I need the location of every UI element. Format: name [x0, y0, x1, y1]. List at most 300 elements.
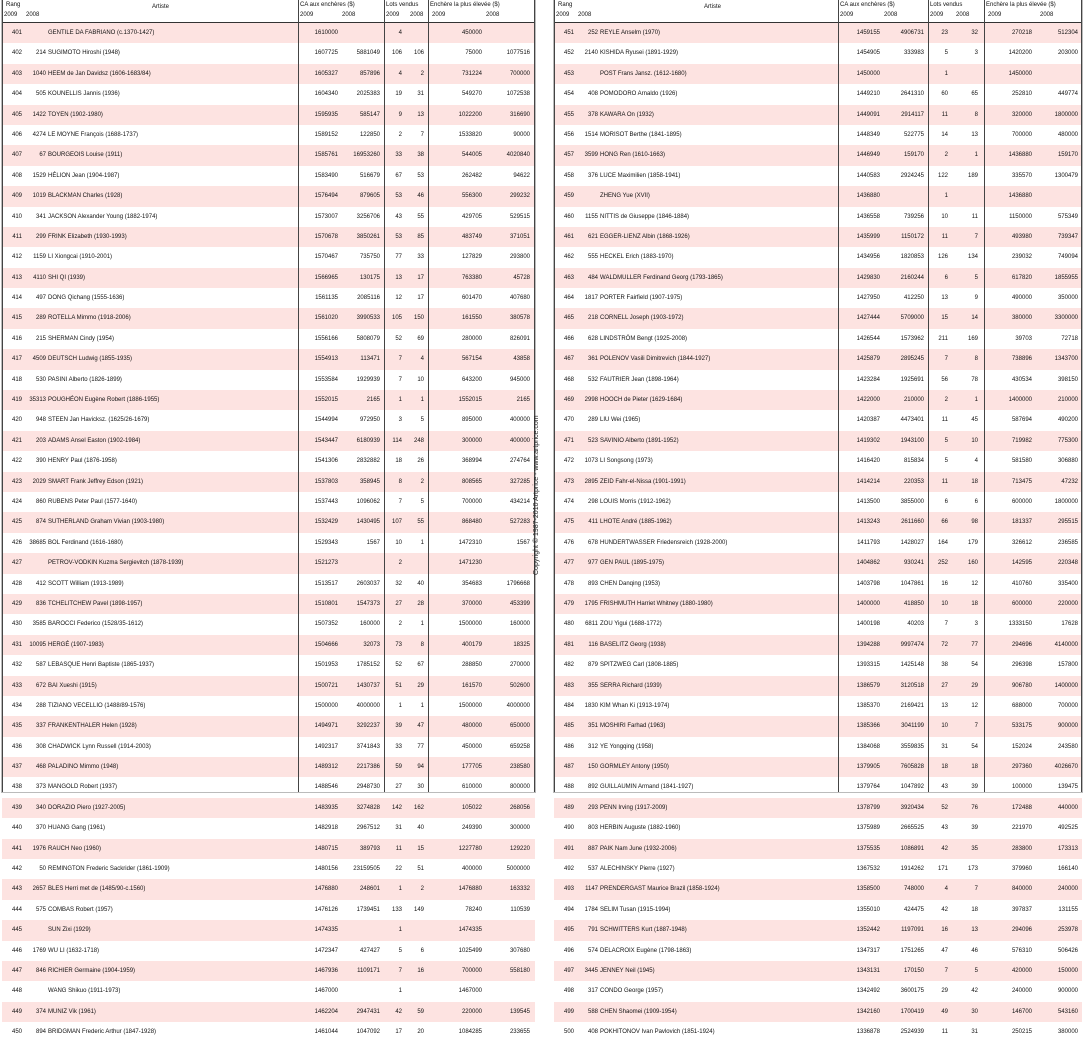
rank-2008: 293: [587, 804, 598, 811]
lots-2009: 52: [395, 335, 402, 342]
top-bid-2009: 294696: [1011, 641, 1032, 648]
lots-2008: 1: [420, 397, 424, 404]
ca-2008-header: 2008: [884, 12, 898, 18]
rang-2008-header: 2008: [26, 12, 40, 18]
lots-2009: 11: [941, 417, 948, 424]
rank-2008: 312: [587, 743, 598, 750]
table-row: [554, 676, 1082, 696]
ca-2008: 3120518: [900, 682, 924, 689]
lots-2009: 3: [398, 417, 402, 424]
top-bid-2008: 307680: [509, 947, 530, 954]
rank-2009: 410: [11, 213, 22, 220]
rank-2009: 461: [563, 233, 574, 240]
top-bid-2008: 163332: [509, 886, 530, 893]
rank-2009: 478: [563, 580, 574, 587]
artist-name: SELIM Tusan (1915-1994): [600, 906, 671, 913]
right-table-header: [554, 0, 1082, 23]
ca-2009: 1507352: [314, 621, 338, 628]
ca-2009: 1394288: [856, 641, 880, 648]
top-bid-2009: 430534: [1011, 376, 1032, 383]
table-row: [2, 1022, 535, 1042]
top-bid-2009: 400000: [461, 866, 482, 873]
top-bid-2008: 512304: [1057, 30, 1078, 36]
rank-2009: 437: [11, 764, 22, 771]
lots-2009: 2: [398, 621, 402, 628]
lots-2008: 69: [417, 335, 424, 342]
table-row: [2, 635, 535, 655]
lots-2009: 6: [944, 498, 948, 505]
ca-2009: 1427950: [856, 295, 880, 302]
top-bid-2009: 1227780: [458, 845, 482, 852]
lots-2009: 7: [944, 621, 948, 628]
lots-2008: 45: [971, 417, 978, 424]
rank-2009: 403: [11, 70, 22, 77]
top-bid-2009: 1022200: [458, 111, 482, 118]
rank-2009: 420: [11, 417, 22, 424]
ca-2008: 1150172: [901, 233, 924, 240]
top-bid-2008: 45728: [513, 274, 530, 281]
artist-name: MOSHIRI Farhad (1963): [600, 723, 666, 730]
ca-2009: 1489312: [314, 764, 338, 771]
top-bid-2008: 529515: [509, 213, 530, 220]
top-bid-2009: 105022: [461, 804, 482, 811]
table-row: [554, 186, 1082, 206]
lots-2008: 20: [417, 1029, 424, 1036]
ca-2008: 32073: [363, 641, 380, 648]
lots-2009: 11: [941, 1029, 948, 1036]
artist-name: BAROCCI Federico (1528/35-1612): [48, 621, 144, 628]
lots-2008: 106: [413, 50, 424, 57]
ca-2008: 424475: [903, 906, 924, 913]
ca-2008: 122850: [359, 131, 380, 138]
lots-2009: 13: [941, 295, 948, 302]
top-bid-2009: 410760: [1011, 580, 1032, 587]
rank-2009: 454: [563, 91, 574, 98]
artist-name: LINDSTRÖM Bengt (1925-2008): [600, 335, 688, 342]
lots-2008: 54: [971, 662, 978, 669]
rank-2008: 803: [587, 825, 598, 832]
ca-2009: 1375535: [856, 845, 880, 852]
top-bid-2009: 556300: [461, 193, 482, 200]
top-bid-2008: 440000: [1057, 804, 1078, 811]
rank-2009: 435: [11, 723, 22, 730]
ca-2009: 1446949: [856, 152, 880, 159]
rang-header: Rang: [558, 2, 573, 8]
lots-2009: 13: [941, 702, 948, 709]
table-row: [2, 818, 535, 838]
table-row: [554, 23, 1082, 43]
table-row: [2, 798, 535, 818]
ca-2008: 2025383: [356, 91, 380, 98]
rank-2009: 426: [11, 539, 22, 546]
top-bid-2009: 868480: [461, 519, 482, 526]
rank-2008: 791: [587, 927, 598, 934]
ca-2008: 3292237: [356, 723, 380, 730]
artist-name: PAIK Nam June (1932-2006): [600, 845, 677, 852]
lots-2008: 29: [417, 682, 424, 689]
top-bid-2008: 5000000: [506, 866, 530, 873]
enchere-2008-header: 2008: [1040, 12, 1054, 18]
ca-2008: 9997474: [900, 641, 924, 648]
lots-2009: 1: [398, 702, 402, 709]
lots-2008: 4: [420, 356, 424, 363]
lots-2008: 17: [417, 295, 424, 302]
ca-2009: 1420387: [856, 417, 880, 424]
artist-name: LIU Wei (1965): [600, 417, 641, 424]
lots-2009: 11: [941, 478, 948, 485]
table-row: [554, 798, 1082, 818]
lots-2009: 5: [944, 437, 948, 444]
top-bid-2009: 490000: [1011, 295, 1032, 302]
ca-2008: 2611660: [901, 519, 924, 526]
table-row: [554, 370, 1082, 390]
lots-2008: 30: [417, 784, 424, 791]
lots-2008: 33: [417, 254, 424, 261]
top-bid-2008: 800000: [509, 784, 530, 791]
enchere-2009-header: 2009: [432, 12, 446, 18]
table-row: [2, 553, 535, 573]
ca-2009: 1342492: [856, 988, 880, 995]
rank-2009: 493: [563, 886, 574, 893]
rank-2009: 469: [563, 397, 574, 404]
artist-name: HEEM de Jan Davidsz (1606-1683/84): [48, 70, 151, 77]
ca-2009: 1474335: [314, 927, 338, 934]
rank-2009: 494: [563, 906, 574, 913]
top-bid-2009: 400179: [461, 641, 482, 648]
rank-2008: 374: [35, 1008, 46, 1015]
rank-2009: 438: [11, 784, 22, 791]
rank-2009: 482: [563, 662, 574, 669]
table-row: [554, 757, 1082, 777]
rank-2008: 218: [587, 315, 598, 322]
rank-2009: 442: [11, 866, 22, 873]
left-table-header: [2, 0, 535, 23]
lots-2008: 18: [971, 600, 978, 607]
ca-2008: 815834: [903, 458, 924, 465]
table-row: [554, 859, 1082, 879]
rank-2009: 472: [563, 458, 574, 465]
table-row: [2, 329, 535, 349]
top-bid-2008: 502600: [509, 682, 530, 689]
rank-2008: 6811: [585, 621, 598, 628]
ca-2009: 1488546: [314, 784, 338, 791]
top-bid-2008: 253978: [1057, 927, 1078, 934]
top-bid-2009: 688000: [1011, 702, 1032, 709]
ca-2008: 2948730: [356, 784, 380, 791]
top-bid-2009: 1474335: [458, 927, 482, 934]
ca-2009: 1386579: [856, 682, 880, 689]
lots-2008: 67: [417, 662, 424, 669]
artist-name: HONG Ren (1610-1663): [600, 152, 666, 159]
ca-2009: 1500000: [314, 702, 338, 709]
rank-2009: 449: [11, 1008, 22, 1015]
ca-2009: 1352442: [856, 927, 880, 934]
lots-2008: 5: [974, 967, 978, 974]
ca-2009: 1375989: [856, 825, 880, 832]
ca-2009: 1404862: [856, 560, 880, 567]
ca-2009: 1385370: [856, 702, 880, 709]
table-row: [2, 533, 535, 553]
ca-2008: 1096062: [356, 498, 380, 505]
top-bid-2009: 420000: [1011, 967, 1032, 974]
ca-2008: 1914262: [900, 866, 924, 873]
top-bid-2008: 4000000: [506, 702, 530, 709]
lots-2009: 142: [391, 804, 402, 811]
rank-2009: 423: [11, 478, 22, 485]
top-bid-2009: 1500000: [458, 621, 482, 628]
ca-2009: 1435999: [856, 233, 880, 240]
rank-2009: 481: [563, 641, 574, 648]
top-bid-2009: 533175: [1011, 723, 1032, 730]
artist-name: CHEN Shaomei (1909-1954): [600, 1008, 677, 1015]
top-bid-2009: 221970: [1011, 825, 1032, 832]
artist-name: ZEID Fahr-el-Nissa (1901-1991): [600, 478, 686, 485]
ca-2008: 1785152: [356, 662, 380, 669]
lots-2008: 78: [971, 376, 978, 383]
top-bid-2009: 1084285: [458, 1029, 482, 1036]
ca-2008: 1428027: [900, 539, 924, 546]
lots-2009: 10: [941, 213, 948, 220]
top-bid-2008: 139475: [1057, 784, 1078, 791]
table-row: [554, 349, 1082, 369]
artist-name: MUNIZ Vik (1961): [48, 1008, 96, 1015]
ca-2008: 5881049: [356, 50, 380, 57]
rank-2008: 575: [35, 906, 46, 913]
top-bid-2008: 506426: [1057, 947, 1078, 954]
lots-2009: 1: [398, 988, 402, 995]
artist-name: FAUTRIER Jean (1898-1964): [600, 376, 679, 383]
ca-2009-header: 2009: [300, 12, 314, 18]
lots-2008: 42: [971, 988, 978, 995]
top-bid-2009: 483749: [461, 233, 482, 240]
lots-2009: 27: [395, 600, 402, 607]
top-bid-2009: 270218: [1011, 30, 1032, 36]
ca-2008: 2914117: [901, 111, 924, 118]
top-bid-2008: 110539: [510, 906, 530, 913]
rank-2008: 289: [35, 315, 46, 322]
ca-2008: 972950: [359, 417, 380, 424]
ca-2008: 2160244: [900, 274, 924, 281]
lots-2009: 42: [941, 845, 948, 852]
top-bid-2008: 490200: [1057, 417, 1078, 424]
lots-2009: 7: [398, 498, 402, 505]
ca-2008: 1820853: [900, 254, 924, 261]
ca-2008: 735750: [359, 254, 380, 261]
ca-2008: 1567: [366, 539, 380, 546]
ca-2009: 1476126: [314, 906, 338, 913]
rank-2009: 471: [563, 437, 574, 444]
rank-2009: 429: [11, 600, 22, 607]
ca-2008: 1929939: [356, 376, 380, 383]
rank-2009: 487: [563, 764, 574, 771]
rank-2008: 378: [587, 111, 598, 118]
lots-2008: 17: [417, 274, 424, 281]
ca-2009: 1379764: [856, 784, 880, 791]
lots-2008: 18: [971, 906, 978, 913]
lots-2009: 14: [941, 131, 948, 138]
table-row: [2, 23, 535, 43]
ca-2009: 1342160: [856, 1008, 880, 1015]
ca-2009: 1529343: [314, 539, 338, 546]
ca-2009: 1400198: [856, 621, 880, 628]
ca-2009: 1561020: [314, 315, 338, 322]
ca-2009: 1513517: [314, 580, 338, 587]
rank-2009: 457: [563, 152, 574, 159]
table-row: [554, 839, 1082, 859]
lots-2008: 10: [971, 437, 978, 444]
top-bid-2009: 429705: [461, 213, 482, 220]
table-row: [2, 390, 535, 410]
lots-2008: 98: [971, 519, 978, 526]
top-bid-2008: 700000: [509, 70, 530, 77]
top-bid-2008: 243580: [1057, 743, 1078, 750]
ca-2009: 1532429: [314, 519, 338, 526]
ca-2008: 427427: [359, 947, 380, 954]
ca-2008: 3741843: [356, 743, 380, 750]
artist-name: POUGHÉON Eugène Robert (1886-1955): [48, 397, 160, 404]
top-bid-2009: 700000: [1011, 131, 1032, 138]
lots-2008: 2: [420, 70, 424, 77]
artist-name: PALADINO Mimmo (1948): [48, 764, 119, 771]
rank-2009: 462: [563, 254, 574, 261]
top-bid-2009: 152024: [1011, 743, 1032, 750]
lots-2009: 43: [941, 784, 948, 791]
artist-name: SCHWITTERS Kurt (1887-1948): [600, 927, 687, 934]
ca-2009: 1501953: [314, 662, 338, 669]
lots-2009: 4: [398, 70, 402, 77]
lots-2008: 77: [417, 743, 424, 750]
rank-2009: 453: [563, 70, 574, 77]
rank-2009: 427: [11, 560, 22, 567]
table-row: [554, 105, 1082, 125]
table-row: [2, 879, 535, 899]
top-bid-2008: 274764: [509, 458, 530, 465]
artist-name: MORISOT Berthe (1841-1895): [600, 131, 682, 138]
rank-2008: 948: [35, 417, 46, 424]
top-bid-2008: 17628: [1061, 621, 1078, 628]
lots-2008: 11: [971, 213, 978, 220]
table-row: [554, 941, 1082, 961]
enchere-header: Enchère la plus élevée ($): [430, 2, 500, 8]
top-bid-2008: 238580: [509, 764, 530, 771]
lots-2009: 4: [398, 30, 402, 36]
top-bid-2009: 320000: [1011, 111, 1032, 118]
artist-name: SHI QI (1939): [48, 274, 86, 281]
lots-2009: 33: [395, 152, 402, 159]
artist-name: PENN Irving (1917-2009): [600, 804, 668, 811]
rank-2009: 413: [11, 274, 22, 281]
rank-2008: 341: [35, 213, 46, 220]
lots-2008: 59: [417, 1008, 424, 1015]
top-bid-2008: 775300: [1057, 437, 1078, 444]
table-row: [554, 410, 1082, 430]
ca-2008: 2085116: [357, 295, 380, 302]
artist-name: POMODORO Arnaldo (1926): [600, 91, 678, 98]
ca-2009: 1604340: [314, 91, 338, 98]
lots-2009: 171: [937, 866, 948, 873]
top-bid-2008: 4020840: [506, 152, 530, 159]
rank-2008: 523: [587, 437, 598, 444]
rank-2009: 468: [563, 376, 574, 383]
lots-2008: 16: [417, 967, 424, 974]
top-bid-2008: 650000: [509, 723, 530, 730]
ca-2008: 1086891: [900, 845, 924, 852]
rank-2009: 451: [563, 30, 574, 36]
artist-name: HOOCH de Pieter (1629-1684): [600, 397, 683, 404]
ca-2009: 1480156: [314, 866, 338, 873]
table-row: [554, 961, 1082, 981]
enchere-2009-header: 2009: [988, 12, 1002, 18]
rank-2009: 499: [563, 1008, 574, 1015]
table-row: [554, 981, 1082, 1001]
lots-header: Lots vendus: [930, 2, 963, 8]
top-bid-2008: 1400000: [1054, 682, 1078, 689]
rank-2008: 289: [587, 417, 598, 424]
ca-2009: 1589152: [314, 131, 338, 138]
top-bid-2009: 576310: [1011, 947, 1032, 954]
lots-2008: 13: [971, 927, 978, 934]
artist-name: JACKSON Alexander Young (1882-1974): [48, 213, 158, 220]
rank-2008: 879: [587, 662, 598, 669]
table-row: [2, 941, 535, 961]
rank-2009: 475: [563, 519, 574, 526]
top-bid-2009: 370000: [461, 600, 482, 607]
lots-2008: 5: [420, 498, 424, 505]
lots-2009: 15: [941, 315, 948, 322]
top-bid-2008: 1300479: [1054, 172, 1078, 179]
rank-2008: 836: [35, 600, 46, 607]
rank-2008: 373: [35, 784, 46, 791]
ca-2009: 1556166: [314, 335, 338, 342]
lots-2008: 8: [420, 641, 424, 648]
top-bid-2009: 146700: [1011, 1008, 1032, 1015]
artist-name: RUBENS Peter Paul (1577-1640): [48, 498, 138, 505]
lots-2008: 3: [974, 50, 978, 57]
ca-2008: 2641310: [900, 91, 924, 98]
top-bid-2009: 617820: [1011, 274, 1032, 281]
lots-2009: 27: [941, 682, 948, 689]
top-bid-2008: 220000: [1057, 600, 1078, 607]
lots-2008: 1: [420, 702, 424, 709]
top-bid-2009: 220000: [461, 1008, 482, 1015]
ca-2008: 1109171: [357, 967, 380, 974]
table-row: [2, 512, 535, 532]
rank-2009: 439: [11, 804, 22, 811]
rank-2009: 409: [11, 193, 22, 200]
ca-2009: 1472347: [314, 947, 338, 954]
table-row: [554, 533, 1082, 553]
ca-2009: 1403798: [856, 580, 880, 587]
table-row: [2, 472, 535, 492]
rank-2008: 1976: [32, 845, 46, 852]
rank-2008: 497: [35, 295, 46, 302]
ca-2008: 16953260: [353, 152, 380, 159]
lots-2008: 12: [971, 580, 978, 587]
rank-2008: 340: [35, 804, 46, 811]
artist-name: PORTER Fairfield (1907-1975): [600, 295, 683, 302]
lots-2009: 1: [398, 886, 402, 893]
lots-2009: 13: [395, 274, 402, 281]
lots-2009: 43: [941, 825, 948, 832]
top-bid-2008: 210000: [1057, 397, 1078, 404]
top-bid-2009: 368994: [461, 458, 482, 465]
lots-2008: 51: [417, 866, 424, 873]
rank-2008: 1795: [584, 600, 598, 607]
rank-2009: 500: [563, 1029, 574, 1036]
rank-2008: 672: [35, 682, 46, 689]
rank-2009: 405: [11, 111, 22, 118]
rank-2008: 390: [35, 458, 46, 465]
